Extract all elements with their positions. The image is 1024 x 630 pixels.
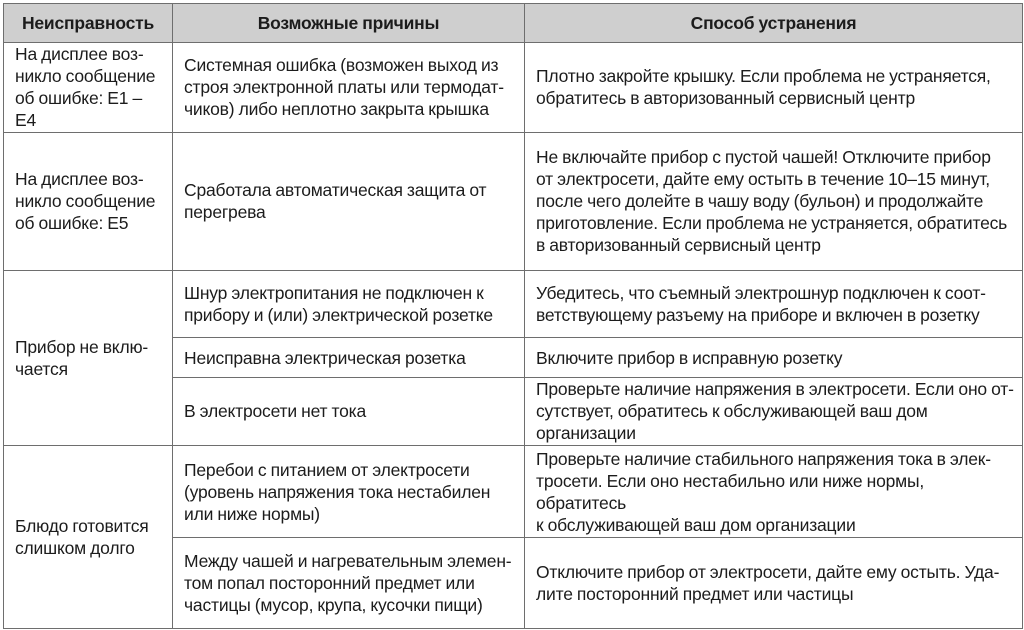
cause-cell: Сработала автоматическая защита от перегрева — [173, 132, 525, 270]
cause-cell: Перебои с питанием от электросети (уровень напряжения тока нестабилен или ниже нормы) — [173, 445, 525, 538]
solution-cell: Проверьте наличие напряжения в электросети. Если оно от- сутствует, обратитесь к обслуживающей ваш дом организации — [525, 378, 1023, 445]
fault-cell: Прибор не вклю- чается — [4, 270, 173, 445]
header-fault: Неисправность — [4, 4, 173, 43]
fault-cell: На дисплее воз- никло сообщение об ошибке: E1 – E4 — [4, 43, 173, 133]
cause-cell: Шнур электропитания не подключен к прибору и (или) электрической розетке — [173, 270, 525, 337]
table-header-row — [4, 4, 1023, 43]
solution-cell: Убедитесь, что съемный электрошнур подключен к соот- ветствующему разъему на приборе и включен в розетку — [525, 270, 1023, 337]
table-row — [4, 132, 1023, 270]
cause-cell: Неисправна электрическая розетка — [173, 338, 525, 378]
header-solution: Способ устранения — [525, 4, 1023, 43]
cause-cell: Системная ошибка (возможен выход из строя электронной платы или термодат- чиков) либо неплотно закрыта крышка — [173, 43, 525, 133]
solution-cell: Не включайте прибор с пустой чашей! Отключите прибор от электросети, дайте ему остыть в течение 10–15 минут, после чего долейте в чашу воду (бульон) и продолжайте приготовление. Если проблема не устраняется, обратитесь в авторизованный сервисный центр — [525, 132, 1023, 270]
header-causes: Возможные причины — [173, 4, 525, 43]
solution-cell: Включите прибор в исправную розетку — [525, 338, 1023, 378]
table-row — [4, 445, 1023, 538]
cause-cell: В электросети нет тока — [173, 378, 525, 445]
cause-cell: Между чашей и нагревательным элемен- том попал посторонний предмет или частицы (мусор, крупа, кусочки пищи) — [173, 538, 525, 629]
solution-cell: Проверьте наличие стабильного напряжения тока в элек- тросети. Если оно нестабильно или ниже нормы, обратитесь к обслуживающей ваш дом организации — [525, 445, 1023, 538]
fault-cell: Блюдо готовится слишком долго — [4, 445, 173, 628]
table-row — [4, 43, 1023, 133]
solution-cell: Отключите прибор от электросети, дайте ему остыть. Уда- лите посторонний предмет или частицы — [525, 538, 1023, 629]
troubleshooting-table — [3, 3, 1023, 629]
fault-cell: На дисплее воз- никло сообщение об ошибке: E5 — [4, 132, 173, 270]
solution-cell: Плотно закройте крышку. Если проблема не устраняется, обратитесь в авторизованный сервисный центр — [525, 43, 1023, 133]
table-row — [4, 270, 1023, 337]
